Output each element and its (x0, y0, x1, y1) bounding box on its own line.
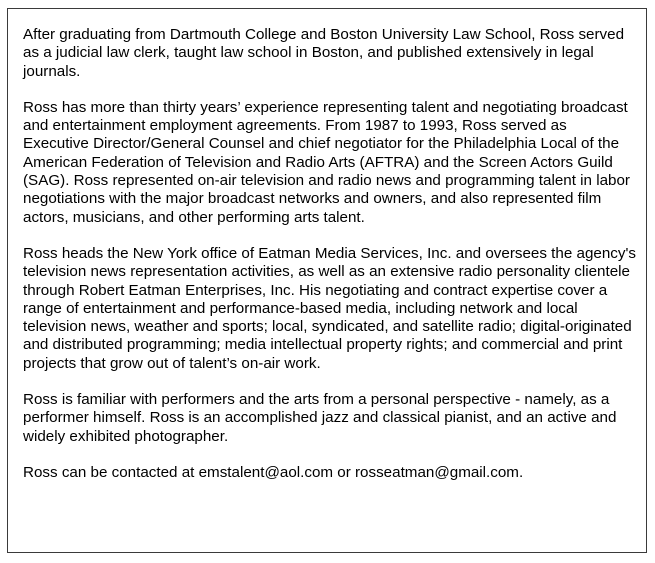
bio-paragraph-contact: Ross can be contacted at emstalent@aol.com or rosseatman@gmail.com. (23, 463, 524, 481)
bio-box (7, 8, 647, 553)
bio-paragraph-experience: Ross has more than thirty years’ experience representing talent and negotiating broadcast and entertainment employment agreements. From 1987 to 1993, Ross served as Executive Director/General Counsel and chief negotiator for the Philadelphia Local of the American Federation of Television and Radio Arts (AFTRA) and the Screen Actors Guild (SAG). Ross represented on-air television and radio news and programming talent in labor negotiations with the major broadcast networks and owners, and also represented film actors, musicians, and other performing arts talent. (23, 98, 630, 226)
bio-paragraph-agency: Ross heads the New York office of Eatman Media Services, Inc. and oversees the agency's television news representation activities, as well as an extensive radio personality clientele through Robert Eatman Enterprises, Inc. His negotiating and contract expertise cover a range of entertainment and performance-based media, including network and local television news, weather and sports; local, syndicated, and satellite radio; digital-originated and distributed programming; media intellectual property rights; and commercial and print projects that grow out of talent’s on-air work. (23, 244, 636, 372)
bio-paragraph-education: After graduating from Dartmouth College and Boston University Law School, Ross served as a judicial law clerk, taught law school in Boston, and published extensively in legal journals. (23, 26, 625, 80)
bio-paragraph-personal: Ross is familiar with performers and the arts from a personal perspective - namely, as a performer himself. Ross is an accomplished jazz and classical pianist, and an active and widely exhibited photographer. (23, 391, 617, 445)
